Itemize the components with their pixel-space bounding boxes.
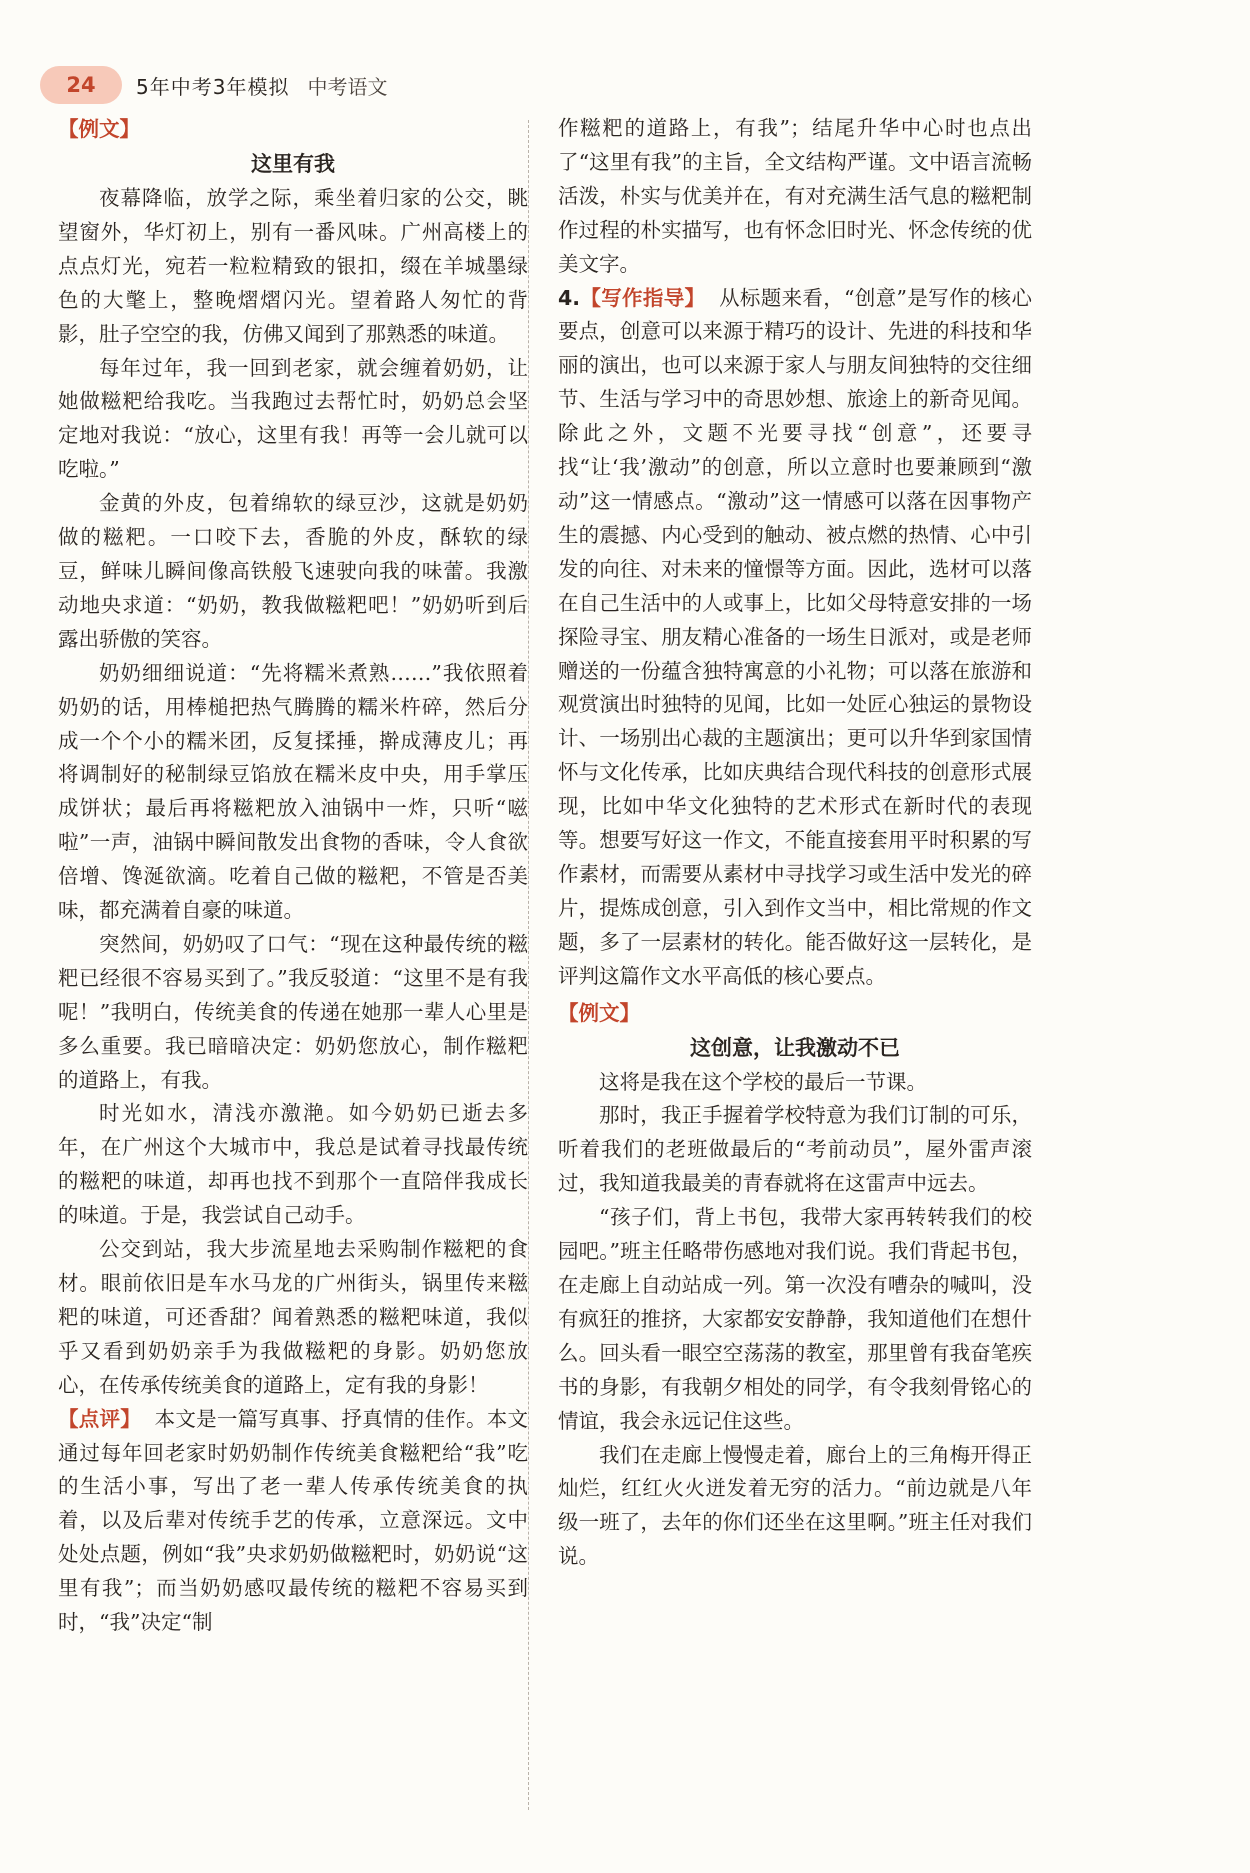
right-column xyxy=(558,112,1032,1574)
paragraph: 这将是我在这个学校的最后一节课。 xyxy=(599,1069,927,1094)
comment-continuation: 作糍粑的道路上，有我”；结尾升华中心时也点出了“这里有我”的主旨，全文结构严谨。文中语言流畅活泼，朴实与优美并在，有对充满生活气息的糍粑制作过程的朴实描写，也有怀念旧时光、怀念传统的优美文字。 xyxy=(558,116,1032,276)
paragraph: 每年过年，我一回到老家，就会缠着奶奶，让她做糍粑给我吃。当我跑过去帮忙时，奶奶总会坚定地对我说：“放心，这里有我！再等一会儿就可以吃啦。” xyxy=(58,355,528,482)
guide-tag: 【写作指导】 xyxy=(580,285,706,310)
guide-text: 从标题来看，“创意”是写作的核心要点，创意可以来源于精巧的设计、先进的科技和华丽的演出，也可以来源于家人与朋友间独特的交往细节、生活与学习中的奇思妙想、旅途上的新奇见闻。除此之外，文题不光要寻找“创意”，还要寻找“让‘我’激动”的创意，所以立意时也要兼顾到“激动”这一情感点。“激动”这一情感可以落在因事物产生的震撼、内心受到的触动、被点燃的热情、心中引发的向往、对未来的憧憬等方面。因此，选材可以落在自己生活中的人或事上，比如父母特意安排的一场探险寻宝、朋友精心准备的一场生日派对，或是老师赠送的一份蕴含独特寓意的小礼物；可以落在旅游和观赏演出时独特的见闻，比如一处匠心独运的景物设计、一场别出心裁的主题演出；更可以升华到家国情怀与文化传承，比如庆典结合现代科技的创意形式展现，比如中华文化独特的艺术形式在新时代的表现等。想要写好这一作文，不能直接套用平时积累的写作素材，而需要从素材中寻找学习或生活中发光的碎片，提炼成创意，引入到作文当中，相比常规的作文题，多了一层素材的转化。能否做好这一层转化，是评判这篇作文水平高低的核心要点。 xyxy=(558,285,1032,988)
paragraph: 突然间，奶奶叹了口气：“现在这种最传统的糍粑已经很不容易买到了。”我反驳道：“这里不是有我呢！”我明白，传统美食的传递在她那一辈人心里是多么重要。我已暗暗决定：奶奶您放心，制作糍粑的道路上，有我。 xyxy=(58,931,528,1092)
question-number: 4. xyxy=(558,285,581,310)
paragraph: 时光如水，清浅亦激滟。如今奶奶已逝去多年，在广州这个大城市中，我总是试着寻找最传统的糍粑的味道，却再也找不到那个一直陪伴我成长的味道。于是，我尝试自己动手。 xyxy=(58,1101,528,1228)
paragraph: 那时，我正手握着学校特意为我们订制的可乐，听着我们的老班做最后的“考前动员”，屋外雷声滚过，我知道我最美的青春就将在这雷声中远去。 xyxy=(558,1103,1032,1196)
example-tag-label: 【例文】 xyxy=(58,117,140,141)
page-header xyxy=(40,62,387,108)
writing-guide-block xyxy=(558,282,1032,994)
example-tag-right xyxy=(558,996,1032,1030)
left-column xyxy=(58,112,528,1640)
paragraph: 奶奶细细说道：“先将糯米煮熟……”我依照着奶奶的话，用棒槌把热气腾腾的糯米杵碎，然后分成一个个小的糯米团，反复揉捶，擀成薄皮儿；再将调制好的秘制绿豆馅放在糯米皮中央，用手掌压成饼状；最后再将糍粑放入油锅中一炸，只听“嗞啦”一声，油锅中瞬间散发出食物的香味，令人食欲倍增、馋涎欲滴。吃着自己做的糍粑，不管是否美味，都充满着自豪的味道。 xyxy=(58,660,528,923)
paragraph: 金黄的外皮，包着绵软的绿豆沙，这就是奶奶做的糍粑。一口咬下去，香脆的外皮，酥软的绿豆，鲜味儿瞬间像高铁般飞速驶向我的味蕾。我激动地央求道：“奶奶，教我做糍粑吧！”奶奶听到后露出骄傲的笑容。 xyxy=(58,491,528,651)
example-tag-left xyxy=(58,112,528,146)
column-divider xyxy=(528,120,529,1810)
comment-text: 本文是一篇写真事、抒真情的佳作。本文通过每年回老家时奶奶制作传统美食糍粑给“我”吃的生活小事，写出了老一辈人传承传统美食的执着，以及后辈对传统手艺的传承，立意深远。文中处处点题，例如“我”央求奶奶做糍粑时，奶奶说“这里有我”；而当奶奶感叹最传统的糍粑不容易买到时，“我”决定“制 xyxy=(58,1406,529,1635)
paragraph: 夜幕降临，放学之际，乘坐着归家的公交，眺望窗外，华灯初上，别有一番风味。广州高楼上的点点灯光，宛若一粒粒精致的银扣，缀在羊城墨绿色的大氅上，整晚熠熠闪光。望着路人匆忙的背影，肚子空空的我，仿佛又闻到了那熟悉的味道。 xyxy=(58,186,528,346)
book-title: 5年中考3年模拟 xyxy=(136,74,290,99)
paragraph: 我们在走廊上慢慢走着，廊台上的三角梅开得正灿烂，红红火火迸发着无穷的活力。“前边就是八年级一班了，去年的你们还坐在这里啊。”班主任对我们说。 xyxy=(558,1442,1032,1569)
essay-title-right: 这创意，让我激动不已 xyxy=(690,1035,900,1060)
comment-tag: 【点评】 xyxy=(58,1406,142,1431)
essay-title-left: 这里有我 xyxy=(251,152,335,176)
subject-label: 中考语文 xyxy=(307,74,388,99)
paragraph: “孩子们，背上书包，我带大家再转转我们的校园吧。”班主任略带伤感地对我们说。我们背起书包，在走廊上自动站成一列。第一次没有嘈杂的喊叫，没有疯狂的推挤，大家都安安静静，我知道他们在想什么。回头看一眼空空荡荡的教室，那里曾有我奋笔疾书的身影，有我朝夕相处的同学，有令我刻骨铭心的情谊，我会永远记住这些。 xyxy=(558,1205,1032,1433)
example-tag-label: 【例文】 xyxy=(558,1000,640,1025)
paragraph: 公交到站，我大步流星地去采购制作糍粑的食材。眼前依旧是车水马龙的广州街头，锅里传来糍粑的味道，可还香甜？闻着熟悉的糍粑味道，我似乎又看到奶奶亲手为我做糍粑的身影。奶奶您放心，在传承传统美食的道路上，定有我的身影！ xyxy=(58,1237,528,1397)
comment-block xyxy=(58,1403,528,1640)
page-number: 24 xyxy=(40,66,122,104)
